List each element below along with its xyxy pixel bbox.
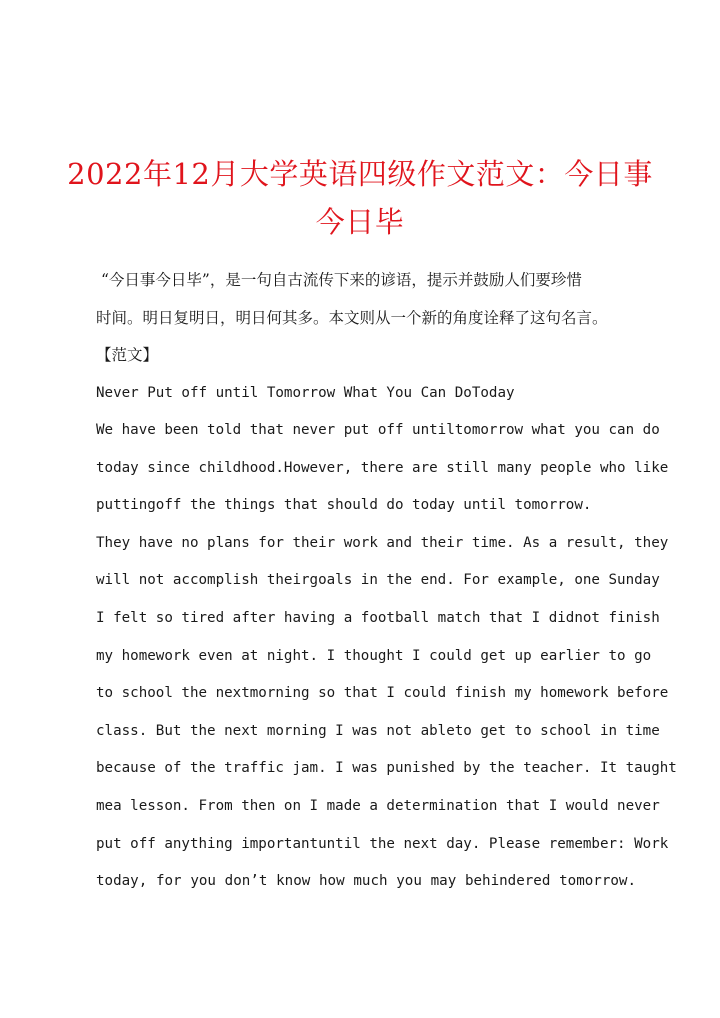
essay-line: to school the nextmorning so that I could finish my homework before — [96, 685, 669, 702]
essay-line: will not accomplish theirgoals in the end. For example, one Sunday — [96, 572, 660, 589]
intro-paragraph — [96, 262, 636, 337]
essay-line: today, for you don’t know how much you may behindered tomorrow. — [96, 873, 636, 890]
essay-line: today since childhood.However, there are still many people who like — [96, 459, 669, 476]
document-title-line2: 今日毕 — [315, 205, 405, 239]
document-body — [96, 262, 677, 901]
document-title — [60, 150, 660, 246]
essay-line: puttingoff the things that should do today until tomorrow. — [96, 497, 592, 514]
intro-line: “今日事今日毕”，是一句自古流传下来的谚语，提示并鼓励人们要珍惜 — [101, 271, 582, 289]
document-title-line1: 2022年12月大学英语四级作文范文：今日事 — [67, 157, 653, 191]
essay-line: put off anything importantuntil the next day. Please remember: Work — [96, 835, 669, 852]
section-label: 【范文】 — [96, 346, 159, 364]
essay-line: because of the traffic jam. I was punished by the teacher. It taught — [96, 760, 677, 777]
essay-line: class. But the next morning I was not ableto get to school in time — [96, 722, 660, 739]
essay-line: I felt so tired after having a football match that I didnot finish — [96, 610, 660, 627]
essay-title: Never Put off until Tomorrow What You Can DoToday — [96, 384, 515, 401]
essay-line: They have no plans for their work and their time. As a result, they — [96, 534, 669, 551]
essay-line: mea lesson. From then on I made a determination that I would never — [96, 798, 660, 815]
essay — [96, 375, 677, 901]
intro-line: 时间。明日复明日，明日何其多。本文则从一个新的角度诠释了这句名言。 — [96, 308, 608, 327]
essay-line: We have been told that never put off untiltomorrow what you can do — [96, 422, 660, 439]
essay-line: my homework even at night. I thought I could get up earlier to go — [96, 647, 652, 664]
